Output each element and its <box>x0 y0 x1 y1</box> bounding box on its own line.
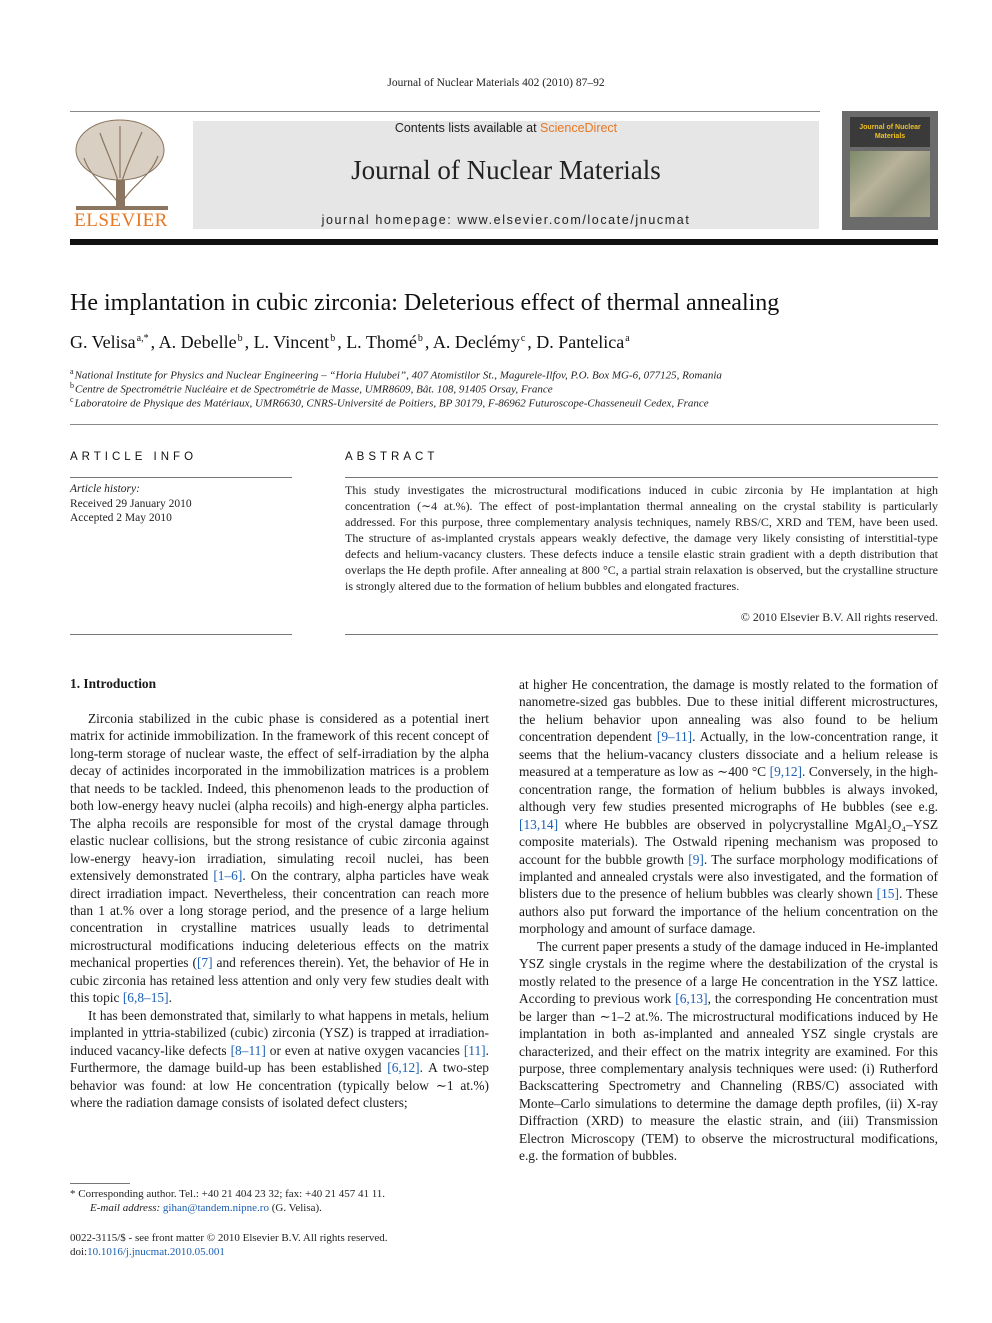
author-affiliation-mark: b <box>417 333 423 344</box>
affiliation-c: $^c$Laboratoire de Physique des Matériaux, UMR6630, CNRS-Université de Poitiers, BP 30179, F-86962 Futuroscope-Chasseneuil Cedex, France <box>70 395 709 410</box>
abstract-bottom-rule <box>345 634 938 635</box>
paragraph: The current paper presents a study of the damage induced in He-implanted YSZ single crystals in the regime where the destabilization of the crystal is mostly related to the presence of a large He concentration in the YSZ lattice. According to previous work [6,13], the corresponding He concentration must be larger than ∼1–2 at.%. The microstructural modifications induced by He implantation in both as-implanted and annealed YSZ single crystals are characterized, and their effect on the matrix integrity are examined. For this purpose, three complementary analysis techniques were used: (i) Rutherford Backscattering Spectrometry and Channeling (RBS/C) associated with Monte–Carlo simulations to determine the damage depth profiles, (ii) X-ray Diffraction (XRD) to measure the elastic strain, and (iii) Transmission Electron Microscopy (TEM) to observe the microstructural modifications, e.g. the formation of bubbles. <box>519 938 938 1164</box>
footnote-rule <box>70 1183 130 1184</box>
issn-line: 0022-3115/$ - see front matter © 2010 Elsevier B.V. All rights reserved. <box>70 1232 388 1244</box>
corresponding-author-note: * Corresponding author. Tel.: +40 21 404 23 32; fax: +40 21 457 41 11. <box>70 1188 386 1200</box>
reference-link[interactable]: [8–11] <box>230 1042 266 1058</box>
author-name: G. Velisa <box>70 332 136 352</box>
abstract-text: This study investigates the microstructural modifications induced in cubic zirconia by He implantation at high concentration (∼4 at.%). The effect of post-implantation thermal annealing on the crystal stability is particularly addressed. For this purpose, three complementary analysis techniques, namely RBS/C, XRD and TEM, have been used. The structure of as-implanted crystals appears weakly defective, the damage very likely consisting of interstitial-type defects and helium-vacancy clusters. These defects induce a tensile elastic strain gradient with a depth distribution that overlaps the He depth profile. After annealing at 800 °C, a partial strain relaxation is observed, but the crystalline structure is strongly altered due to the formation of helium bubbles and elongated fractures. <box>345 483 938 593</box>
doi-line: doi:10.1016/j.jnucmat.2010.05.001 <box>70 1246 225 1258</box>
author-name: L. Vincent <box>253 332 330 352</box>
journal-citation: Journal of Nuclear Materials 402 (2010) 87–92 <box>387 77 605 89</box>
body-column-left <box>70 710 489 1111</box>
author-affiliation-mark: a,* <box>136 333 149 344</box>
reference-link[interactable]: [6,12] <box>387 1060 420 1076</box>
author-list: G. Velisa$^{a,*}$ , A. Debelle$^b$ , L. Vincent$^b$ , L. Thomé$^b$ , A. Declémy$^c$ , D. Pantelica$^a$ <box>70 332 630 352</box>
author-name: L. Thomé <box>346 332 417 352</box>
reference-link[interactable]: [9–11] <box>656 729 693 745</box>
author-name: D. Pantelica <box>536 332 625 352</box>
paragraph: Zirconia stabilized in the cubic phase is considered as a potential inert matrix for actinide immobilization. In the framework of this recent concept of long-term storage of nuclear waste, the effect of self-irradiation by the alpha decay of actinides incorporated in the immobilization matrices is a problem that needs to be tackled. Indeed, this phenomenon leads to the production of both low-energy heavy nuclei (alpha recoils) and high-energy alpha particles. The alpha recoils are responsible for most of the crystal damage through elastic nuclear collisions, but the strong resistance of cubic zirconia against low-energy heavy-ion irradiation, simulating recoil nuclei, has been extensively demonstrated [1–6]. On the contrary, alpha particles have weak direct irradiation impact. Nevertheless, their concentration can reach more than 1 at.% over a long storage period, and the presence of a large helium concentration in crystalline matrices usually leads to detrimental microstructural modifications inducing deleterious effects on the matrix mechanical properties ([7] and references therein). Yet, the behavior of He in cubic zirconia has retained less attention and only very few studies dealt with this topic [6,8–15]. <box>70 711 489 1006</box>
journal-title: Journal of Nuclear Materials <box>351 155 661 185</box>
article-info-heading: ARTICLE INFO <box>70 451 198 463</box>
reference-link[interactable]: [6,13] <box>675 991 708 1007</box>
author-affiliation-mark: b <box>237 333 243 344</box>
article-info-rule <box>70 477 292 478</box>
reference-link[interactable]: [15] <box>876 886 899 902</box>
reference-link[interactable]: [9,12] <box>769 764 802 780</box>
reference-link[interactable]: [1–6] <box>213 868 243 884</box>
accepted-date: Accepted 2 May 2010 <box>70 512 172 524</box>
email-link[interactable]: gihan@tandem.nipne.ro <box>162 1202 269 1214</box>
reference-link[interactable]: [13,14] <box>519 816 559 832</box>
article-info-bottom-rule <box>70 634 292 635</box>
header-thick-rule <box>70 239 938 245</box>
paragraph: at higher He concentration, the damage is mostly related to the formation of nanometre-sized gas bubbles. Due to these initial different microstructures, the helium behavior upon annealing was also found to be helium concentration dependent [9–11]. Actually, in the low-concentration range, it seems that the helium-vacancy clusters dissociate and a helium release is measured at a temperature as low as ∼400 °C [9,12]. Conversely, in the high-concentration range, the formation of helium bubbles is always invoked, although very few studies presented micrographs of He bubbles (see e.g. [13,14] where He bubbles are observed in polycrystalline MgAl₂O₄–YSZ composite materials). The Ostwald ripening mechanism was proposed to account for the bubble growth [9]. The surface morphology modifications of implanted and annealed crystals were also investigated, and the formation of blisters due to the presence of helium bubbles was clearly shown [15]. These authors also put forward the importance of the helium concentration on the morphology and amount of surface damage. <box>519 677 939 937</box>
abstract-copyright: © 2010 Elsevier B.V. All rights reserved. <box>740 610 938 624</box>
author-affiliation-mark: a <box>625 333 630 344</box>
journal-cover-thumbnail <box>842 111 938 230</box>
article-history-label: Article history: <box>70 483 140 495</box>
received-date: Received 29 January 2010 <box>70 498 192 510</box>
email-note: E-mail address: gihan@tandem.nipne.ro (G. Velisa). <box>90 1202 322 1214</box>
body-column-right <box>519 676 938 1165</box>
abstract-rule <box>345 477 938 478</box>
paragraph: It has been demonstrated that, similarly to what happens in metals, helium implanted in yttria-stabilized (cubic) zirconia (YSZ) is trapped at irradiation-induced vacancy-like defects [8–11] or even at native oxygen vacancies [11]. Furthermore, the damage build-up has been established [6,12]. A two-step behavior was found: at low He concentration (typically below ∼1 at.%) where the radiation damage consists of isolated defect clusters; <box>70 1007 489 1110</box>
reference-link[interactable]: [11] <box>463 1042 486 1058</box>
author-affiliation-mark: c <box>520 333 526 344</box>
reference-link[interactable]: [9] <box>688 851 704 867</box>
journal-homepage[interactable]: journal homepage: www.elsevier.com/locate/jnucmat <box>321 213 691 227</box>
author-name: A. Declémy <box>432 332 520 352</box>
contents-line <box>193 121 819 135</box>
affiliation-b: $^b$Centre de Spectrométrie Nucléaire et de Spectrométrie de Masse, UMR8609, Bât. 108, 91405 Orsay, France <box>70 381 553 396</box>
section-heading-introduction: 1. Introduction <box>70 676 157 691</box>
header-rule <box>70 111 820 112</box>
cover-title: Journal of Nuclear Materials <box>859 124 921 140</box>
affiliation-a: $^a$National Institute for Physics and Nuclear Engineering – “Horia Hulubei”, 407 Atomistilor St., Magurele-Ilfov, P.O. Box MG-6, 077125, Romania <box>70 367 722 382</box>
contents-prefix: Contents lists available at <box>394 121 541 135</box>
publisher-name: ELSEVIER <box>74 210 168 231</box>
reference-link[interactable]: [7] <box>196 955 213 971</box>
reference-link[interactable]: [6,8–15] <box>122 990 169 1006</box>
author-name: A. Debelle <box>158 332 237 352</box>
doi-link[interactable]: 10.1016/j.jnucmat.2010.05.001 <box>87 1246 225 1258</box>
author-affiliation-mark: b <box>330 333 336 344</box>
section-rule <box>70 424 938 425</box>
article-title: He implantation in cubic zirconia: Deleterious effect of thermal annealing <box>70 290 780 316</box>
abstract-heading: ABSTRACT <box>345 451 439 463</box>
sciencedirect-link[interactable]: ScienceDirect <box>540 121 618 135</box>
elsevier-logo <box>70 118 172 234</box>
